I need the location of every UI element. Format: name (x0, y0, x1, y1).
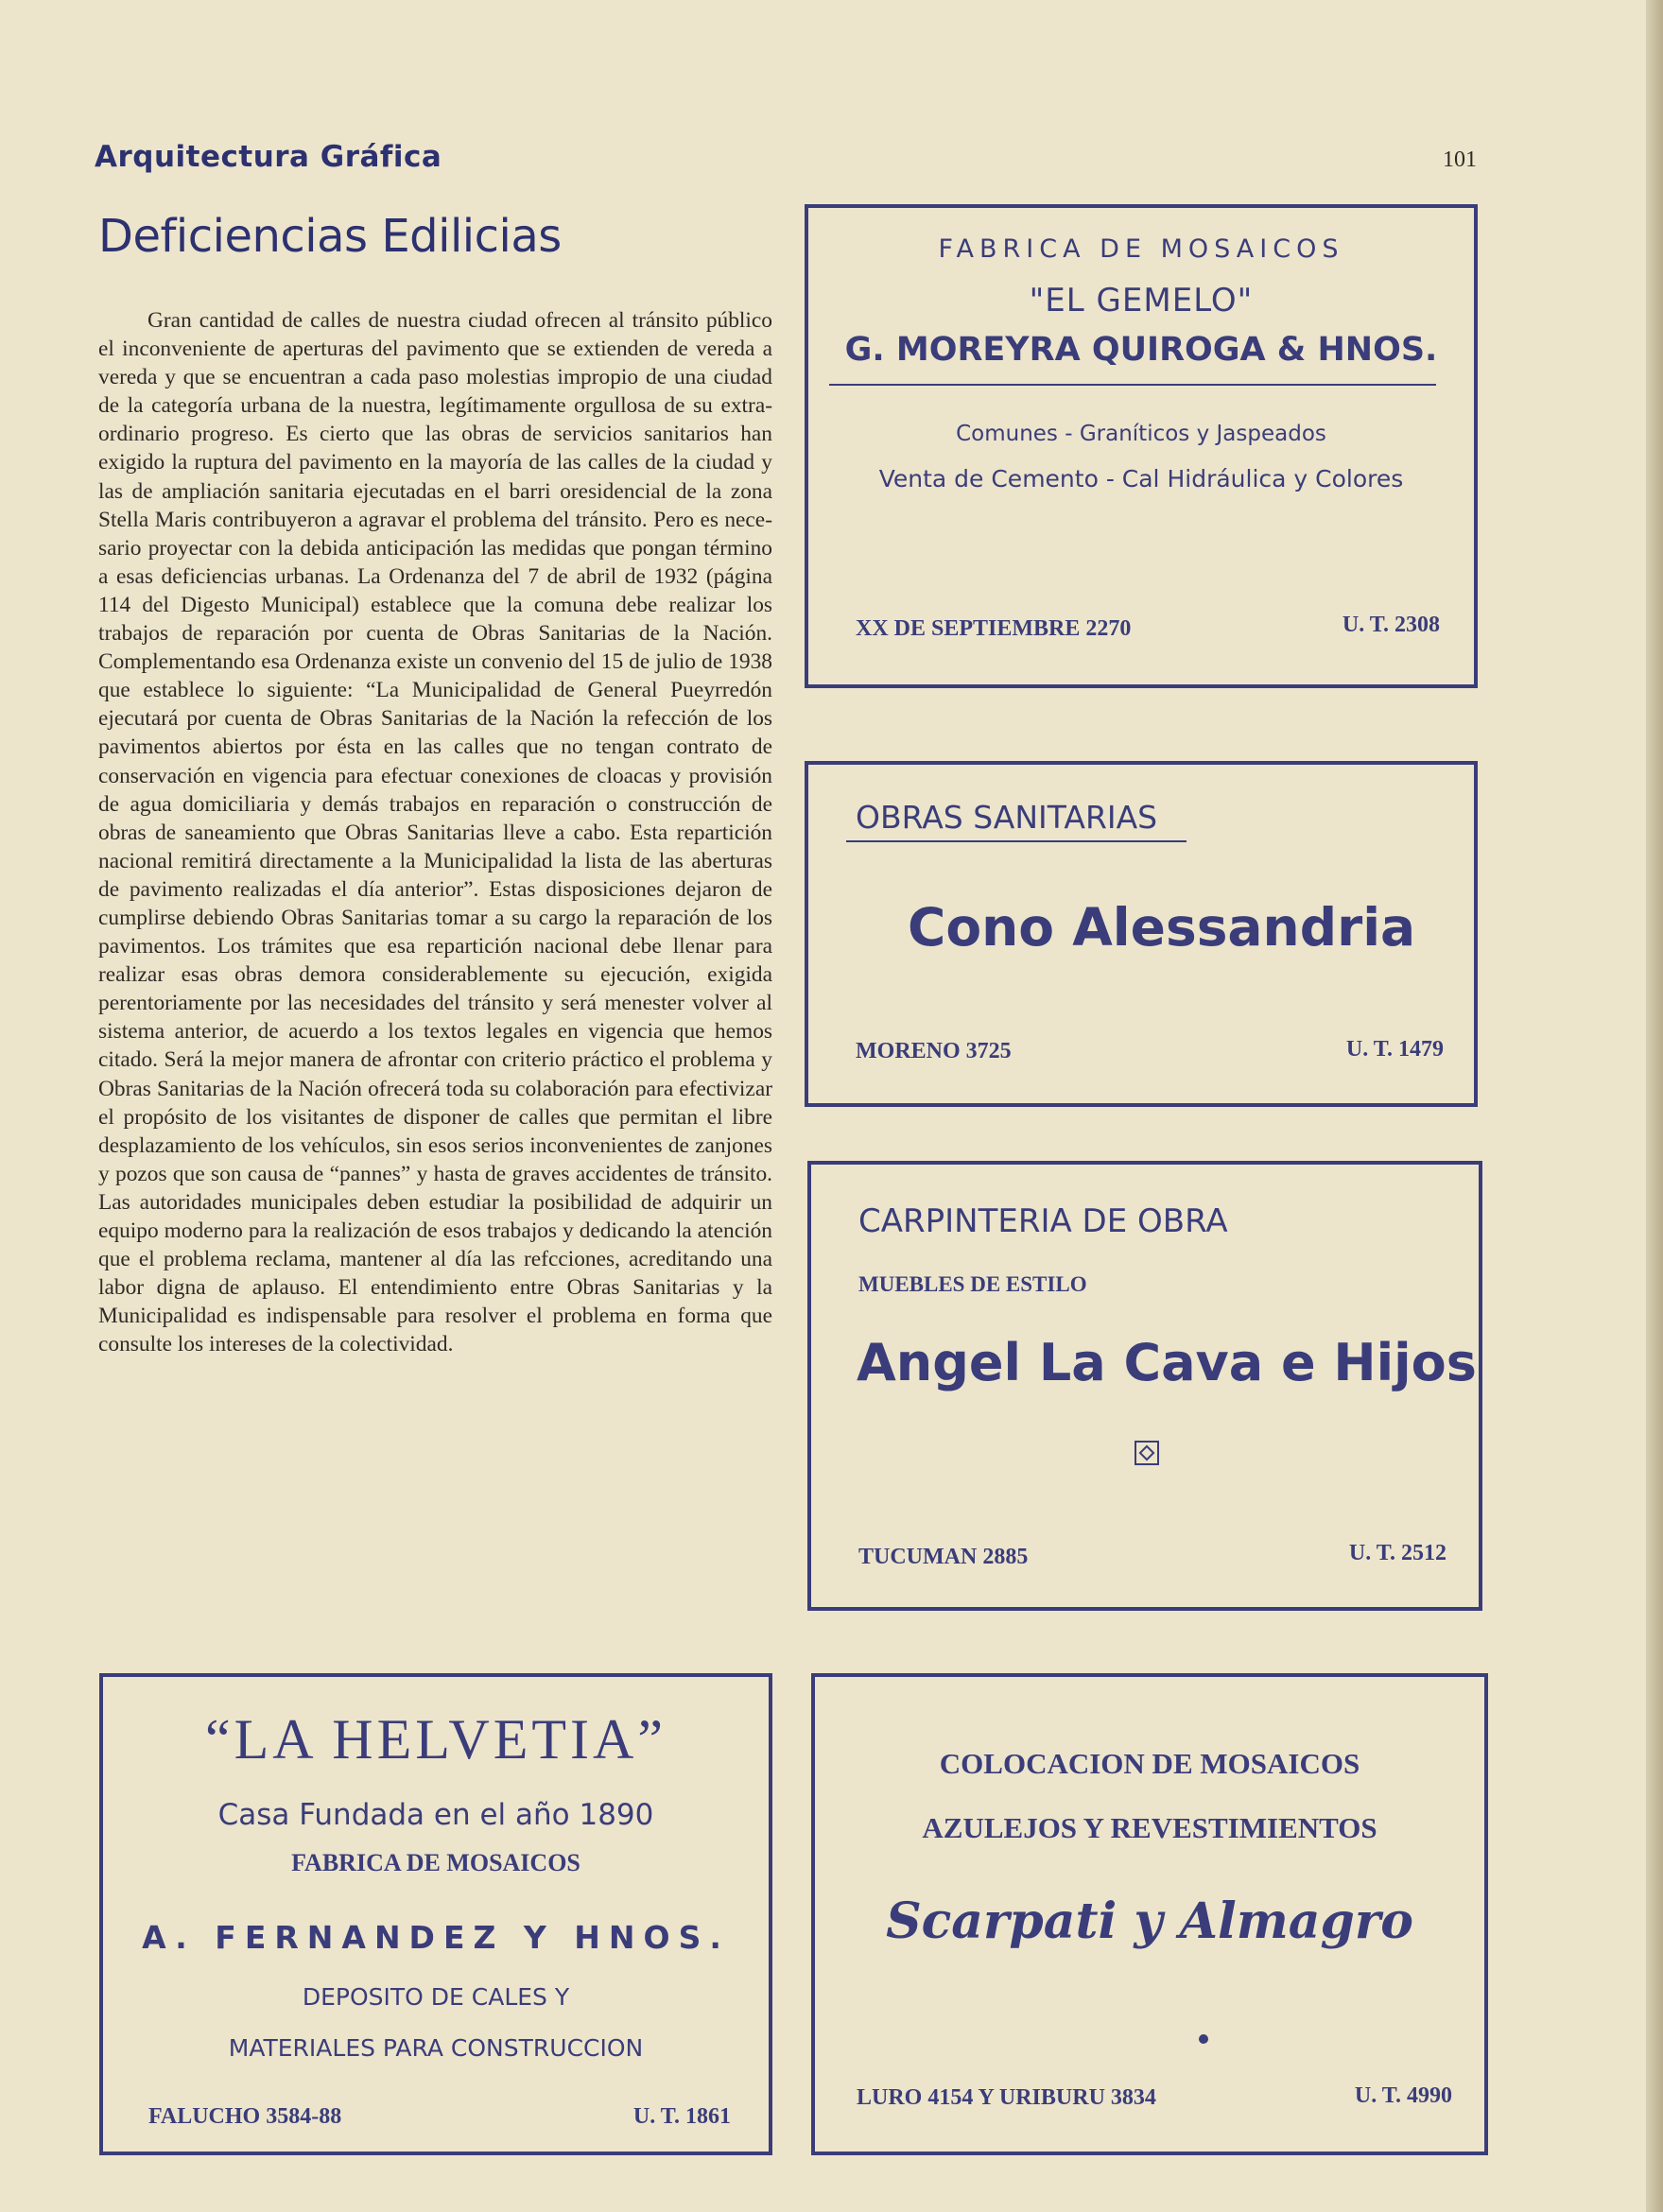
ad-obras-address: MORENO 3725 (856, 1039, 1012, 1063)
ad-gemelo-name: "EL GEMELO" (1029, 282, 1254, 320)
page-number: 101 (1443, 147, 1477, 172)
ad-carpinteria-sub: MUEBLES DE ESTILO (858, 1272, 1087, 1296)
ad-gemelo-heading: FABRICA DE MOSAICOS (938, 234, 1344, 264)
ad-gemelo-types: Comunes - Graníticos y Jaspeados (956, 422, 1326, 446)
article-title: Deficiencias Edilicias (98, 210, 562, 263)
running-title: Arquitectura Gráfica (95, 140, 442, 174)
ad-helvetia-phone: U. T. 1861 (632, 2104, 731, 2129)
ad-obras-sanitarias (805, 761, 1478, 1107)
ad-scarpati-almagro (811, 1673, 1488, 2155)
ad-helvetia-title: “LA HELVETIA” (205, 1708, 667, 1771)
ad-gemelo-products: Venta de Cemento - Cal Hidráulica y Colores (878, 465, 1404, 493)
page-edge (1646, 0, 1663, 2212)
ad-helvetia-line6: MATERIALES PARA CONSTRUCCION (228, 2034, 644, 2062)
ad-scarpati-line1: COLOCACION DE MOSAICOS (939, 1747, 1360, 1780)
ad-helvetia-type: FABRICA DE MOSAICOS (291, 1849, 580, 1876)
ad-scarpati-phone: U. T. 4990 (1354, 2083, 1452, 2108)
bullet-icon (1199, 2034, 1208, 2044)
ad-obras-rule (846, 840, 1187, 842)
ad-scarpati-address: LURO 4154 Y URIBURU 3834 (857, 2085, 1156, 2110)
ad-obras-heading: OBRAS SANITARIAS (856, 799, 1158, 836)
ad-gemelo-phone: U. T. 2308 (1342, 613, 1440, 637)
ad-obras-name: Cono Alessandria (908, 897, 1416, 958)
ad-scarpati-name: Scarpati y Almagro (886, 1892, 1413, 1950)
ad-gemelo-rule (829, 384, 1436, 386)
ad-carpinteria-address: TUCUMAN 2885 (858, 1545, 1029, 1569)
ad-carpinteria (807, 1161, 1482, 1611)
ad-el-gemelo (805, 204, 1478, 688)
ad-carpinteria-heading: CARPINTERIA DE OBRA (858, 1202, 1228, 1240)
ad-scarpati-line2: AZULEJOS Y REVESTIMIENTOS (922, 1811, 1377, 1844)
ad-carpinteria-phone: U. T. 2512 (1348, 1541, 1446, 1565)
ad-obras-phone: U. T. 1479 (1345, 1037, 1444, 1062)
ad-helvetia-company: A. FERNANDEZ Y HNOS. (142, 1919, 730, 1956)
article-body: Gran cantidad de calles de nuestra ciudad ofrecen al tránsito público el inconveniente de aperturas del pavimento que se extienden de vereda a vereda y que se encuentran a cada paso molestias impropio de una ciudad de la categoría urbana de la nuestra, legítimamente orgullosa de su extraordinario progreso. Es cierto que las obras de servicios sanitarios han exigido la ruptura del pavimento en la mayoría de las calles de la ciudad y las de ampliación sanitaria ejecutadas en el barri oresidencial de la zona Stella Maris contribuyeron a agravar el problema del tránsito. Pero es necesario proyectar con la debida anticipación las medidas que pongan término a esas deficiencias urbanas. La Ordenanza del 7 de abril de 1932 (página 114 del Digesto Municipal) establece que la comuna debe realizar los trabajos de reparación por cuenta de Obras Sanitarias de la Nación. Complementando esa Ordenanza existe un convenio del 15 de julio de 1938 que establece lo siguiente: “La Municipalidad de General Pueyrredón ejecutará por cuenta de Obras Sanitarias de la Nación la refección de los pavimentos abiertos por ésta en las calles que no tengan contrato de conservación en vigencia para efectuar conexiones de cloacas y provisión de agua domiciliaria y demás trabajos en reparación o construcción de obras de saneamiento que Obras Sanitarias lleve a cabo. Esta repartición nacional remitirá directamente a la Municipalidad la lista de las aberturas de pavimento realizadas el día anterior”. Estas disposiciones dejaron de cumplirse debiendo Obras Sanitarias tomar a su cargo la reparación de los pavimentos. Los trámites que esa repartición nacional debe llenar para realizar esas obras demora considerablemente su ejecución, exigida perentoriamente por las necesidades del tránsito y será menester volver al sistema anterior, de acuerdo a los textos legales en vigencia que hemos citado. Será la mejor manera de afrontar con criterio práctico el problema y Obras Sanitarias de la Nación ofrecerá toda su colaboración para efectivizar el propósito de los visitantes de disponer de calles que permitan el libre desplazamiento de los vehículos, sin esos serios inconvenientes de zanjones y pozos que son causa de “pannes” y hasta de graves accidentes de tránsito. Las autoridades municipales deben estudiar la posibilidad de adquirir un equipo moderno para la realización de esos trabajos y dedicando la atención que el problema reclama, mantener al día las refcciones, acreditando una labor digna de aplauso. El entendimiento entre Obras Sanitarias y la Municipalidad es indispensable para resolver el problema en forma que consulte los intereses de la colectividad. (98, 308, 772, 1357)
ad-la-helvetia (99, 1673, 772, 2155)
ad-carpinteria-name: Angel La Cava e Hijos (857, 1333, 1477, 1392)
ad-gemelo-address: XX DE SEPTIEMBRE 2270 (856, 616, 1132, 641)
ad-helvetia-address: FALUCHO 3584-88 (148, 2104, 342, 2129)
ad-helvetia-founded: Casa Fundada en el año 1890 (217, 1798, 654, 1832)
ornament-icon (1135, 1441, 1159, 1465)
ad-gemelo-company: G. MOREYRA QUIROGA & HNOS. (844, 331, 1438, 369)
ad-helvetia-line5: DEPOSITO DE CALES Y (302, 1983, 570, 2011)
